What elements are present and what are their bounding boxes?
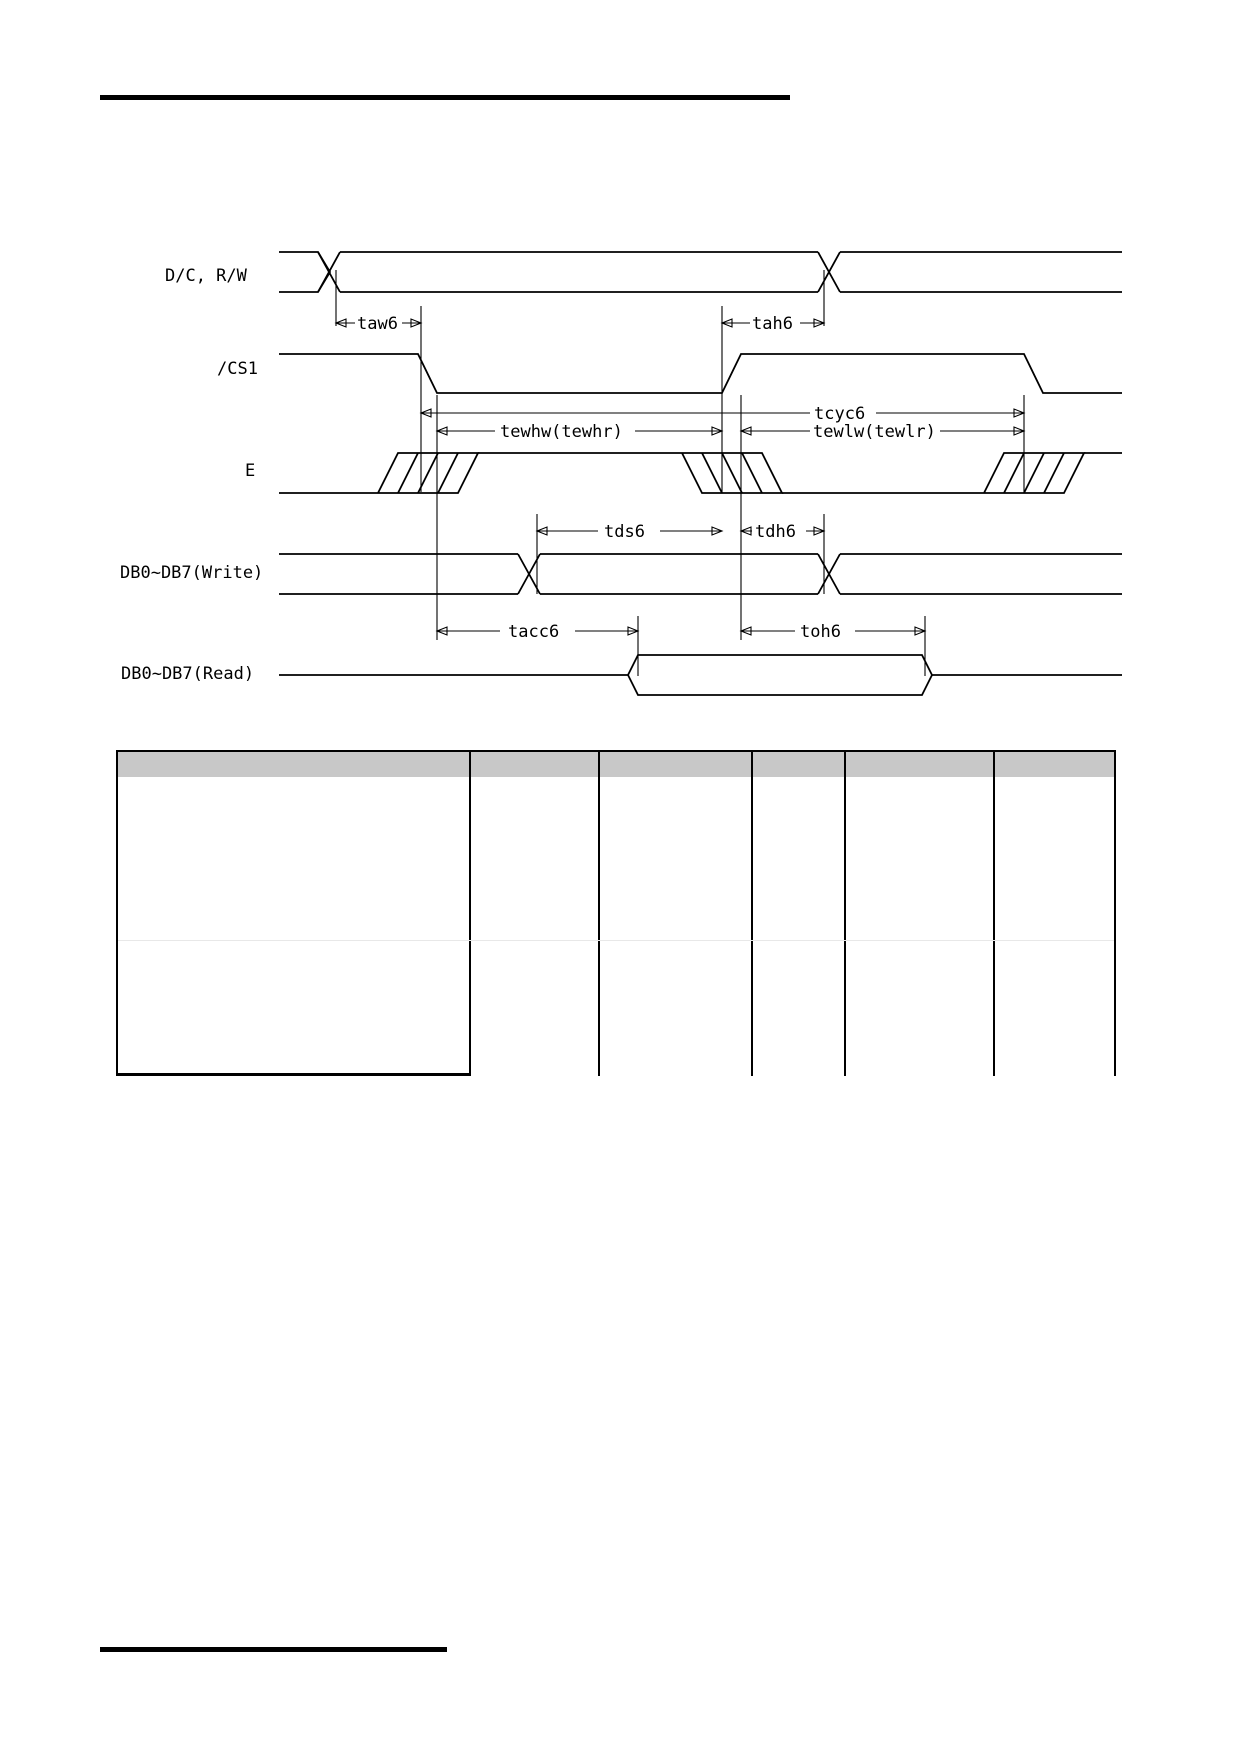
timing-label-tacc6: tacc6	[508, 622, 560, 642]
table-border-bottom	[116, 1073, 471, 1076]
bottom-rule	[100, 1647, 447, 1652]
reference-lines	[336, 270, 1024, 676]
timing-label-tcyc6: tcyc6	[814, 404, 866, 424]
signal-label-dc-rw: D/C, R/W	[165, 266, 247, 286]
waveform-db-read	[279, 655, 1122, 695]
timing-label-tds6: tds6	[604, 522, 645, 542]
timing-label-toh6: toh6	[800, 622, 841, 642]
waveform-dc-rw	[279, 252, 1122, 292]
waveform-db-write	[279, 554, 1122, 594]
timing-label-tewhw: tewhw(tewhr)	[500, 422, 623, 442]
table-col-divider-1	[469, 750, 471, 1076]
table-border-left	[116, 750, 118, 1076]
table-col-divider-5	[993, 750, 995, 1076]
timing-label-taw6: taw6	[357, 314, 398, 334]
table-col-divider-2	[598, 750, 600, 1076]
timing-label-tewlw: tewlw(tewlr)	[813, 422, 936, 442]
table-row-divider	[118, 940, 1114, 941]
waveform-e	[279, 453, 1122, 493]
signal-label-e: E	[245, 461, 256, 481]
signal-label-cs1: /CS1	[217, 359, 258, 379]
timing-label-tdh6: tdh6	[755, 522, 796, 542]
timing-parameter-table	[116, 750, 1118, 1077]
timing-diagram	[0, 0, 1240, 720]
waveform-cs1	[279, 354, 1122, 393]
dimension-arrows	[336, 319, 1024, 635]
signal-label-db-write: DB0~DB7(Write)	[120, 563, 264, 583]
table-col-divider-3	[751, 750, 753, 1076]
signal-label-db-read: DB0~DB7(Read)	[121, 664, 255, 684]
table-border-right	[1114, 750, 1116, 1076]
table-header-row	[116, 750, 1116, 777]
timing-label-tah6: tah6	[752, 314, 793, 334]
table-col-divider-4	[844, 750, 846, 1076]
